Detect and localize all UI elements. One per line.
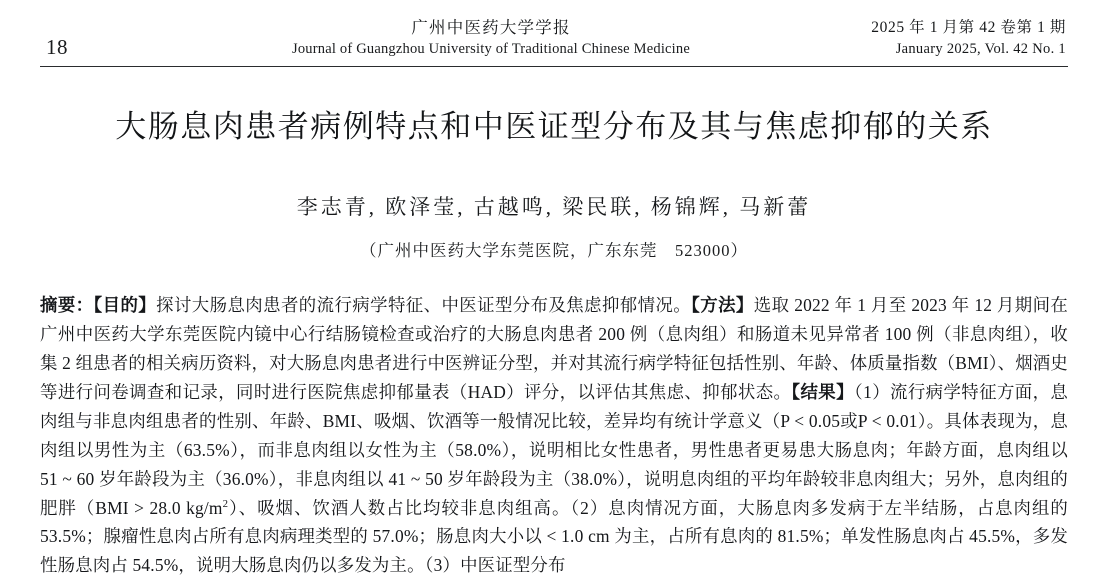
author-affiliation: （广州中医药大学东莞医院，广东东莞 523000） [360,241,748,261]
results-text-part4: ）、吸烟、饮酒人数占比均较非息肉组高。（2）息肉情况方面，大肠息肉多发病于左半结肠，占息肉组的 53.5%；腺瘤性息肉占所有息肉病理类型的 57.0%；肠息肉大小以 < 1.0 cm 为主，占所有息肉的 81.5%；单发性肠息肉占 45.5%，多发性肠息肉占 54.5%，说明大肠息肉仍以多发为主。（3）中医证型分布 [40,497,1068,576]
running-head [40,0,1068,60]
journal-title-cn: 广州中医药大学学报 [411,18,571,37]
statistic-value-2: P < 0.01 [857,410,918,431]
header-divider [40,66,1068,67]
methods-label: 【方法】 [691,295,754,316]
objective-text: 探讨大肠息肉患者的流行病学特征、中医证型分布及焦虑抑郁情况。 [156,295,692,316]
unit-superscript: 2 [222,497,229,510]
statistic-value-1: P < 0.05 [780,410,841,431]
methods-text: 选取 2022 年 1 月至 2023 年 12 月期间在广州中医药大学东莞医院内镜中心行结肠镜检查或治疗的大肠息肉患者 200 例（息肉组）和肠道未见异常者 100 例（非息肉组），收集 2 组患者的相关病历资料，对大肠息肉患者进行中医辨证分型，并对其流行病学特征包括性别、年龄、体质量指数（BMI）、烟酒史等进行问卷调查和记录，同时进行医院焦虑抑郁量表（HAD）评分，以评估其焦虑、抑郁状态。 [40,295,1068,402]
journal-title-en: Journal of Guangzhou University of Traditional Chinese Medicine [292,41,690,58]
abstract-paragraph [40,291,1068,580]
issue-info-cn: 2025 年 1 月第 42 卷第 1 期 [871,18,1066,36]
results-text-part3: ）。具体表现为，息肉组以男性为主（63.5%），而非息肉组以女性为主（58.0%），说明相比女性患者，男性患者更易患大肠息肉；年龄方面，息肉组以 51 ~ 60 岁年龄段为主（36.0%），非息肉组以 41 ~ 50 岁年龄段为主（38.0%），说明息肉组的平均年龄较非息肉组大；另外，息肉组的肥胖（BMI > 28.0 kg/m [40,410,1068,518]
issue-info-block [816,17,1068,60]
results-text-part1: （1）流行病学特征方面，息肉组与非息肉组患者的性别、年龄、BMI、吸烟、饮酒等一般情况比较，差异均有统计学意义（ [40,381,1069,431]
journal-title-block [166,16,816,60]
author-list: 李志青, 欧泽莹, 古越鸣, 梁民联, 杨锦辉, 马新蕾 [296,195,812,220]
results-label: 【结果】 [791,381,854,402]
objective-label: 【目的】 [93,295,157,316]
issue-info-en: January 2025, Vol. 42 No. 1 [895,40,1066,57]
page-title: 大肠息肉患者病例特点和中医证型分布及其与焦虑抑郁的关系 [115,109,993,144]
abstract-label: 摘要： [40,295,94,316]
results-text-part2: 或 [840,410,858,431]
page-number: 18 [46,35,68,59]
